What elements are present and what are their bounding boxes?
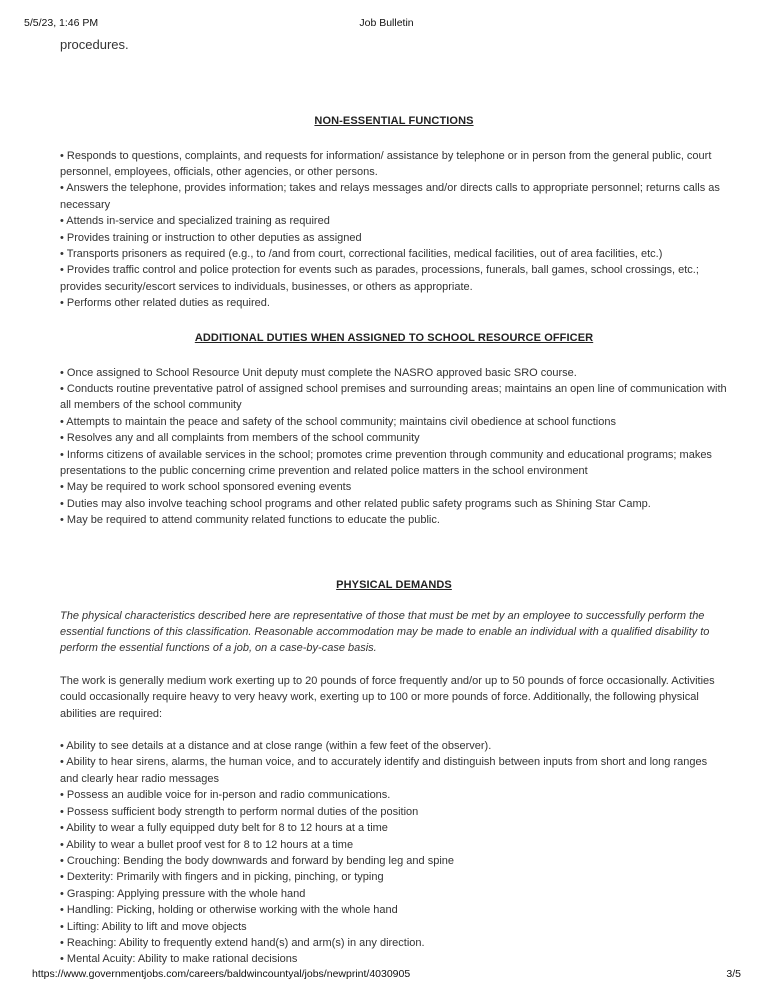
non-essential-functions-list <box>60 148 728 312</box>
physical-demands-work-level: The work is generally medium work exerting up to 20 pounds of force frequently and/or up to 50 pounds of force occasionally. Activities could occasionally require heavy to very heavy work, exerting up to 100 or more pounds of force. Additionally, the following physical abilities are required: <box>60 674 715 720</box>
list-item: • Reaching: Ability to frequently extend hand(s) and arm(s) in any direction. <box>60 936 425 949</box>
sro-duties-heading: ADDITIONAL DUTIES WHEN ASSIGNED TO SCHOOL RESOURCE OFFICER <box>194 331 594 344</box>
list-item: • Grasping: Applying pressure with the whole hand <box>60 887 306 900</box>
carryover-text: procedures. <box>60 37 129 52</box>
job-bulletin-content <box>60 37 728 968</box>
list-item: • Crouching: Bending the body downwards and forward by bending leg and spine <box>60 854 455 867</box>
list-item: • Ability to see details at a distance and at close range (within a few feet of the observer). <box>60 740 492 753</box>
list-item: • Conducts routine preventative patrol of assigned school premises and surrounding areas; maintains an open line of communication with all members of the school community <box>60 382 727 412</box>
list-item: • Possess sufficient body strength to perform normal duties of the position <box>60 805 419 818</box>
print-footer <box>32 968 741 982</box>
list-item: • Ability to hear sirens, alarms, the human voice, and to accurately identify and distinguish between inputs from short and long ranges and clearly hear radio messages <box>60 756 708 785</box>
list-item: • Resolves any and all complaints from members of the school community <box>60 432 420 445</box>
print-url: https://www.governmentjobs.com/careers/baldwincountyal/jobs/newprint/4030905 <box>32 968 411 980</box>
list-item: • Responds to questions, complaints, and requests for information/ assistance by telephone or in person from the general public, court personnel, employees, officials, other agencies, or other persons. <box>60 149 712 178</box>
page-number: 3/5 <box>726 968 741 980</box>
list-item: • Handling: Picking, holding or otherwise working with the whole hand <box>60 904 398 917</box>
list-item: • Attends in-service and specialized training as required <box>60 215 330 228</box>
print-title: Job Bulletin <box>359 17 414 29</box>
list-item: • Performs other related duties as required. <box>60 297 270 310</box>
list-item: • Duties may also involve teaching school programs and other related public safety programs such as Shining Star Camp. <box>60 497 651 510</box>
list-item: • Ability to wear a bullet proof vest for 8 to 12 hours at a time <box>60 838 354 851</box>
non-essential-functions-heading: NON-ESSENTIAL FUNCTIONS <box>314 114 474 127</box>
list-item: • Lifting: Ability to lift and move objects <box>60 920 247 933</box>
physical-demands-heading: PHYSICAL DEMANDS <box>336 578 452 591</box>
physical-demands-intro: The physical characteristics described here are representative of those that must be met by an employee to successfully perform the essential functions of this classification. Reasonable accommodation may be made to enable an individual with a qualified disability to perform the essential functions of a job, on a case-by-case basis. <box>60 609 710 655</box>
list-item: • Possess an audible voice for in-person and radio communications. <box>60 789 391 802</box>
list-item: • Attempts to maintain the peace and safety of the school community; maintains civil obedience at school functions <box>60 415 616 428</box>
list-item: • Dexterity: Primarily with fingers and in picking, pinching, or typing <box>60 871 384 884</box>
list-item: • May be required to work school sponsored evening events <box>60 481 352 494</box>
print-datetime: 5/5/23, 1:46 PM <box>24 17 99 29</box>
list-item: • Ability to wear a fully equipped duty belt for 8 to 12 hours at a time <box>60 822 388 835</box>
list-item: • Transports prisoners as required (e.g., to /and from court, correctional facilities, medical facilities, out of area facilities, etc.) <box>60 247 663 260</box>
sro-duties-list <box>60 365 728 529</box>
list-item: • Provides training or instruction to other deputies as assigned <box>60 231 362 244</box>
list-item: • Answers the telephone, provides information; takes and relays messages and/or directs calls to appropriate personnel; returns calls as necessary <box>60 182 720 211</box>
list-item: • Once assigned to School Resource Unit deputy must complete the NASRO approved basic SRO course. <box>60 366 577 379</box>
print-header <box>24 17 749 31</box>
list-item: • May be required to attend community related functions to educate the public. <box>60 514 440 527</box>
list-item: • Informs citizens of available services in the school; promotes crime prevention through community and educational programs; makes presentations to the public concerning crime prevention and related police matters in the school environment <box>60 448 712 477</box>
list-item: • Provides traffic control and police protection for events such as parades, processions, funerals, ball games, school crossings, etc.; provides security/escort services to individuals, businesses, or others as appropriate. <box>60 264 699 293</box>
physical-abilities-list <box>60 738 728 968</box>
list-item: • Mental Acuity: Ability to make rational decisions <box>60 953 298 966</box>
